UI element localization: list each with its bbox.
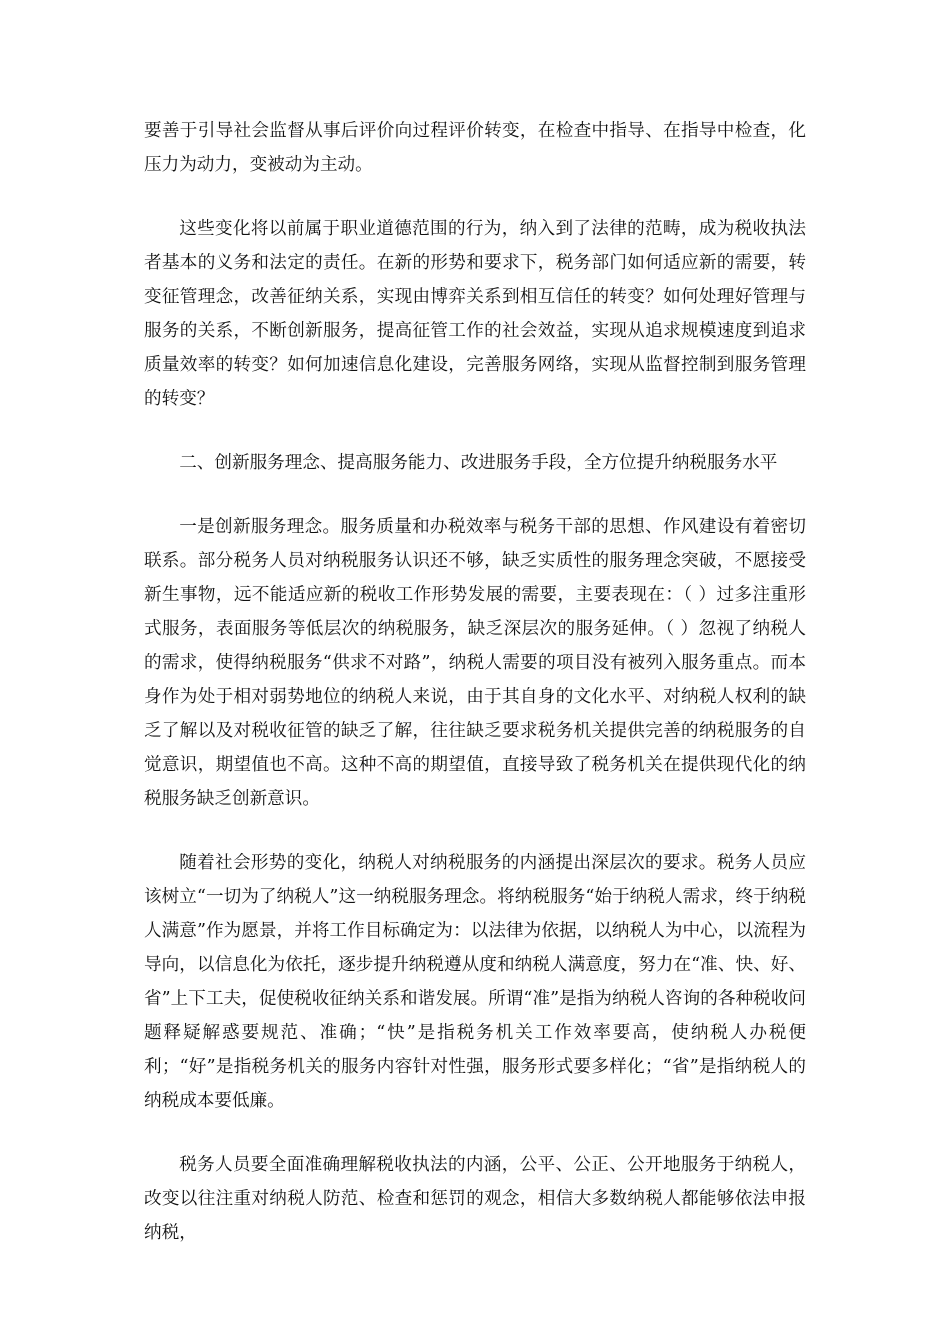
paragraph-5: 税务人员要全面准确理解税收执法的内涵，公平、公正、公开地服务于纳税人，改变以往注重对纳税人防范、检查和惩罚的观念，相信大多数纳税人都能够依法申报纳税， — [144, 1155, 806, 1243]
document-body — [144, 114, 806, 1280]
section-heading: 二、创新服务理念、提高服务能力、改进服务手段，全方位提升纳税服务水平 — [179, 453, 778, 473]
paragraph-4: 随着社会形势的变化，纳税人对纳税服务的内涵提出深层次的要求。税务人员应该树立“一切为了纳税人”这一纳税服务理念。将纳税服务“始于纳税人需求，终于纳税人满意”作为愿景，并将工作目标确定为：以法律为依据，以纳税人为中心，以流程为导向，以信息化为依托，逐步提升纳税遵从度和纳税人满意度，努力在“准、快、好、省”上下工夫，促使税收征纳关系和谐发展。所谓“准”是指为纳税人咨询的各种税收问题释疑解惑要规范、准确；“快”是指税务机关工作效率要高，使纳税人办税便利；“好”是指税务机关的服务内容针对性强，服务形式要多样化；“省”是指纳税人的纳税成本要低廉。 — [144, 853, 806, 1111]
paragraph-2: 这些变化将以前属于职业道德范围的行为，纳入到了法律的范畴，成为税收执法者基本的义务和法定的责任。在新的形势和要求下，税务部门如何适应新的需要，转变征管理念，改善征纳关系，实现由博弈关系到相互信任的转变？如何处理好管理与服务的关系，不断创新服务，提高征管工作的社会效益，实现从追求规模速度到追求质量效率的转变？如何加速信息化建设，完善服务网络，实现从监督控制到服务管理的转变？ — [144, 219, 806, 409]
paragraph-1: 要善于引导社会监督从事后评价向过程评价转变，在检查中指导、在指导中检查，化压力为动力，变被动为主动。 — [144, 121, 806, 175]
paragraph-3: 一是创新服务理念。服务质量和办税效率与税务干部的思想、作风建设有着密切联系。部分税务人员对纳税服务认识还不够，缺乏实质性的服务理念突破，不愿接受新生事物，远不能适应新的税收工作形势发展的需要，主要表现在：（ ）过多注重形式服务，表面服务等低层次的纳税服务，缺乏深层次的服务延伸。（ ）忽视了纳税人的需求，使得纳税服务“供求不对路”，纳税人需要的项目没有被列入服务重点。而本身作为处于相对弱势地位的纳税人来说，由于其自身的文化水平、对纳税人权利的缺乏了解以及对税收征管的缺乏了解，往往缺乏要求税务机关提供完善的纳税服务的自觉意识，期望值也不高。这种不高的期望值，直接导致了税务机关在提供现代化的纳税服务缺乏创新意识。 — [144, 517, 806, 809]
